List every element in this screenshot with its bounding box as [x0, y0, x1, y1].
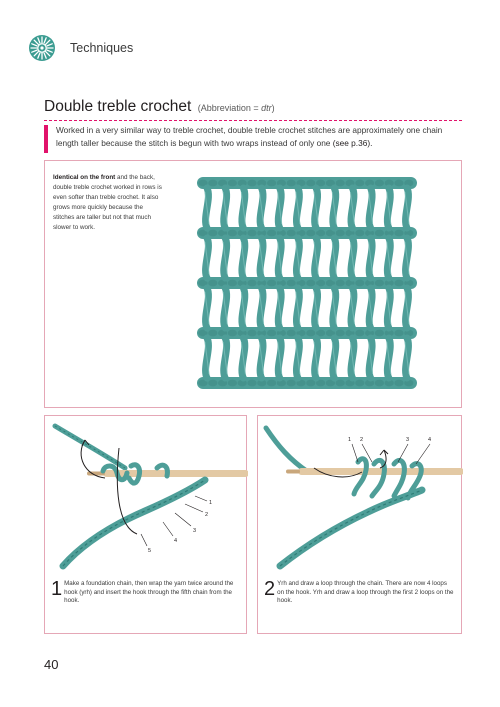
swatch-knot: [287, 280, 296, 287]
swatch-knot: [336, 230, 345, 237]
swatch-knot: [208, 380, 217, 387]
swatch-knot: [228, 280, 237, 287]
section-label: Techniques: [70, 41, 134, 55]
swatch-knot: [375, 180, 384, 187]
swatch-knot: [208, 280, 217, 287]
swatch-knot: [228, 330, 237, 337]
swatch-knot: [247, 230, 256, 237]
swatch-knot: [287, 230, 296, 237]
swatch-knot: [355, 380, 364, 387]
swatch-knot: [208, 180, 217, 187]
swatch-knot: [355, 330, 364, 337]
swatch-knot: [267, 280, 276, 287]
page-reference: (see p.36).: [332, 137, 373, 148]
callout-5: 5: [148, 548, 152, 554]
callout-2: 2: [360, 437, 364, 443]
step-2-illustration: [258, 416, 463, 576]
step-2-number: 2: [264, 578, 276, 600]
step-1-illustration: [45, 416, 248, 576]
swatch-knot: [336, 280, 345, 287]
swatch-knot: [336, 180, 345, 187]
swatch-knot: [247, 180, 256, 187]
callout-3: 3: [406, 437, 410, 443]
swatch-knot: [287, 380, 296, 387]
swatch-knot: [375, 330, 384, 337]
step-2-text: [264, 580, 454, 606]
swatch-knot: [336, 380, 345, 387]
swatch-knot: [287, 330, 296, 337]
swatch-knot: [267, 230, 276, 237]
swatch-panel: [44, 160, 462, 408]
swatch-knot: [355, 280, 364, 287]
swatch-knot: [208, 230, 217, 237]
swatch-knot: [208, 330, 217, 337]
step-1-panel: [44, 415, 247, 634]
intro-text: [56, 124, 466, 149]
page-title-row: [44, 98, 275, 116]
dashed-divider: [44, 120, 462, 121]
swatch-knot: [375, 380, 384, 387]
swatch-knot: [394, 280, 403, 287]
swatch-knot: [355, 180, 364, 187]
page-title: Double treble crochet: [44, 98, 192, 115]
callout-1: 1: [348, 437, 352, 443]
swatch-knot: [375, 280, 384, 287]
callout-4: 4: [174, 538, 178, 544]
swatch-knot: [394, 330, 403, 337]
step-1-number: 1: [51, 578, 63, 600]
swatch-knot: [336, 330, 345, 337]
swatch-knot: [375, 230, 384, 237]
abbreviation: [198, 103, 275, 113]
swatch-caption: [53, 173, 165, 233]
swatch-knot: [247, 330, 256, 337]
swatch-knot: [394, 230, 403, 237]
callout-3: 3: [193, 528, 197, 534]
swatch-knot: [287, 180, 296, 187]
swatch-knot: [228, 380, 237, 387]
abbreviation-prefix: (Abbreviation =: [197, 103, 262, 113]
swatch-knot: [247, 380, 256, 387]
callout-4: 4: [428, 437, 432, 443]
flower-icon: [28, 34, 56, 62]
abbreviation-value: dtr: [261, 103, 272, 113]
caption-body: and the back, double treble crochet worked in rows is even softer than treble crochet. It also grows more quickly because the stitches are taller but not that much slower to work.: [53, 174, 162, 231]
step-2-panel: [257, 415, 462, 634]
swatch-knot: [394, 180, 403, 187]
page-number: 40: [44, 657, 59, 672]
step-1-description: Make a foundation chain, then wrap the yarn twice around the hook (yrh) and insert the hook through the fifth chain from the hook.: [64, 580, 234, 605]
step-2-description: Yrh and draw a loop through the chain. There are now 4 loops on the hook. Yrh and draw a loop through the first 2 loops on the hook.: [277, 580, 454, 605]
caption-lead: Identical on the front: [53, 174, 116, 181]
swatch-knot: [267, 380, 276, 387]
swatch-knot: [267, 330, 276, 337]
swatch-knot: [228, 230, 237, 237]
step-1-text: [51, 580, 241, 606]
intro-accent-bar: [44, 125, 48, 153]
swatch-knot: [355, 230, 364, 237]
callout-1: 1: [209, 500, 213, 506]
abbreviation-suffix: ): [271, 103, 275, 113]
swatch-knot: [247, 280, 256, 287]
callout-2: 2: [205, 512, 209, 518]
swatch-knot: [267, 180, 276, 187]
crochet-swatch-image: [193, 175, 421, 391]
swatch-knot: [394, 380, 403, 387]
swatch-knot: [228, 180, 237, 187]
intro-body: Worked in a very similar way to treble crochet, double treble crochet stitches are approximately one chain length taller because the stitch is begun with two wraps instead of only one: [56, 125, 443, 148]
